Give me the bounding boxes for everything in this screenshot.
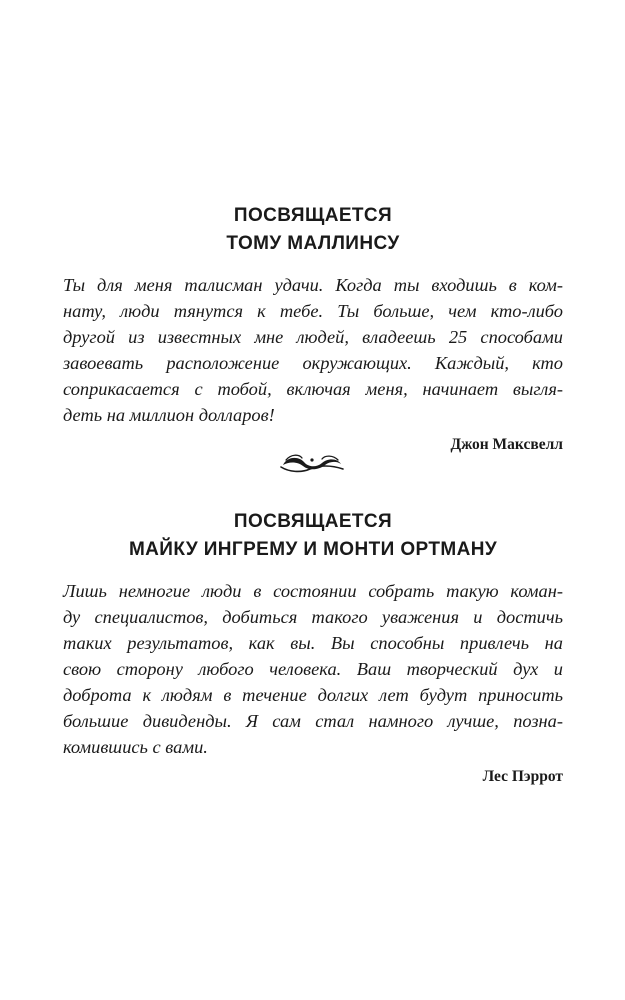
signature-2: Лес Пэррот [482,768,563,785]
text-line: завоевать расположение окружающих. Каждый, кто [63,353,563,373]
text-line: деть на миллион долларов! [63,405,275,425]
dedication-recipient: ТОМУ МАЛЛИНСУ [226,233,400,254]
dedication-heading-1 [63,202,563,258]
dedication-heading-line: ПОСВЯЩАЕТСЯ [233,511,393,532]
dedication-heading-2 [63,508,563,564]
signature-1: Джон Максвелл [450,436,563,453]
text-line: нату, люди тянутся к тебе. Ты больше, чем кто-либо [63,301,563,321]
dedication-text-1 [63,272,563,428]
dedication-section-2 [63,508,563,786]
text-line: Ты для меня талисман удачи. Когда ты входишь в ком- [63,275,563,295]
text-line: свою сторону любого человека. Ваш творческий дух и [63,659,563,679]
text-line: комившись с вами. [63,737,208,757]
text-line: таких результатов, как вы. Вы способны привлечь на [63,633,563,653]
text-line: большие дивиденды. Я сам стал намного лучше, позна- [63,711,563,731]
dedication-heading-line: ПОСВЯЩАЕТСЯ [233,205,393,226]
text-line: другой из известных мне людей, владеешь 25 способами [63,327,563,347]
dedication-recipient: МАЙКУ ИНГРЕМУ И МОНТИ ОРТМАНУ [128,539,498,560]
dedication-text-2 [63,578,563,760]
dedication-section-1 [63,202,563,454]
flourish-ornament-icon [277,452,347,476]
text-line: ду специалистов, добиться такого уважения и достичь [63,607,563,627]
text-line: доброта к людям в течение долгих лет будут приносить [63,685,563,705]
text-line: соприкасается с тобой, включая меня, начинает выгля- [63,379,563,399]
text-line: Лишь немногие люди в состоянии собрать такую коман- [63,581,563,601]
